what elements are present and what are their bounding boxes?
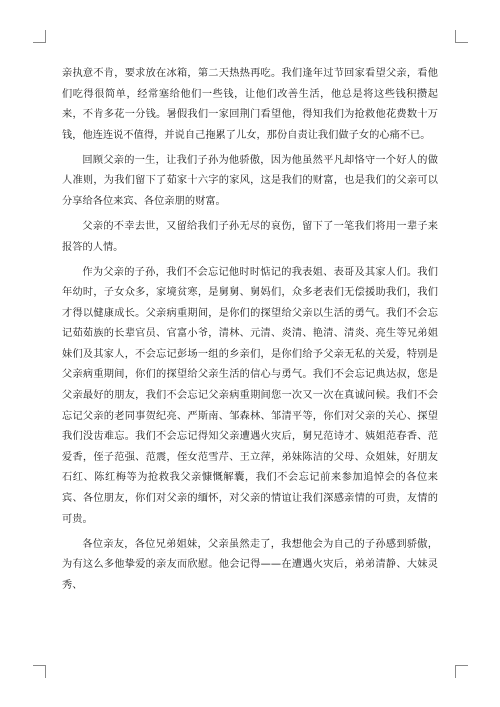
crop-mark-bottom-left (33, 665, 46, 678)
paragraph-5: 各位亲友，各位兄弟姐妹，父亲虽然走了，我想他会为自己的子孙感到骄傲，为有这么多他挚爱的亲友而欣慰。他会记得——在遭遇火灾后，弟弟清静、大妹灵秀、 (62, 538, 438, 591)
crop-mark-top-right (455, 30, 468, 43)
document-body (62, 64, 438, 601)
paragraph-3: 父亲的不幸去世，又留给我们子孙无尽的哀伤，留下了一笔我们将用一辈子来报答的人情。 (62, 220, 438, 253)
paragraph-2: 回顾父亲的一生，让我们子孙为他骄傲，因为他虽然平凡却恪守一个好人的做人准则，为我们留下了茹家十六字的家风，这是我们的财富，也是我们的父亲可以分享给各位来宾、各位亲朋的财富。 (62, 154, 438, 207)
paragraph-1: 亲执意不肯，要求放在冰箱，第二天热热再吃。我们逢年过节回家看望父亲，看他们吃得很简单，经常塞给他们一些钱，让他们改善生活，他总是将这些钱积攒起来，不肯多花一分钱。暑假我们一家回荆门看望他，得知我们为抢救他花费数十万钱，他连连说不值得，并说自己拖累了儿女，那份自责让我们做子女的心痛不已。 (62, 68, 438, 141)
paragraph-4: 作为父亲的子孙，我们不会忘记他时时惦记的我表姐、表哥及其家人们。我们年幼时，子女众多，家境贫寒，是舅舅、舅妈们，众多老表们无偿援助我们，我们才得以健康成长。父亲病重期间，是你们的探望给父亲以生活的勇气。我们不会忘记茹茹族的长辈官员、官富小爷，清林、元清、炎清、艳清、清炎、亮生等兄弟姐妹们及其家人，不会忘记彭场一组的乡亲们，是你们给予父亲无私的关爱，特别是父亲病重期间，你们的探望给父亲生活的信心与勇气。我们不会忘记典达叔，您是父亲最好的朋友，我们不会忘记父亲病重期间您一次又一次在真诚问候。我们不会忘记父亲的老同事贺纪亮、严斯南、邹森林、邹清平等，你们对父亲的关心、探望我们没齿难忘。我们不会忘记得知父亲遭遇火灾后，舅兄范诗才、姨姐范春香、范爱香，侄子范强、范震，侄女范雪芹、王立萍，弟妹陈洁的父母、众姐妹，好朋友石红、陈红梅等为抢救我父亲慷慨解囊，我们不会忘记前来参加追悼会的各位来宾、各位朋友，你们对父亲的缅怀，对父亲的情谊让我们深感亲情的可贵，友情的可贵。 (62, 266, 438, 525)
crop-mark-top-left (33, 30, 46, 43)
crop-mark-bottom-right (455, 665, 468, 678)
